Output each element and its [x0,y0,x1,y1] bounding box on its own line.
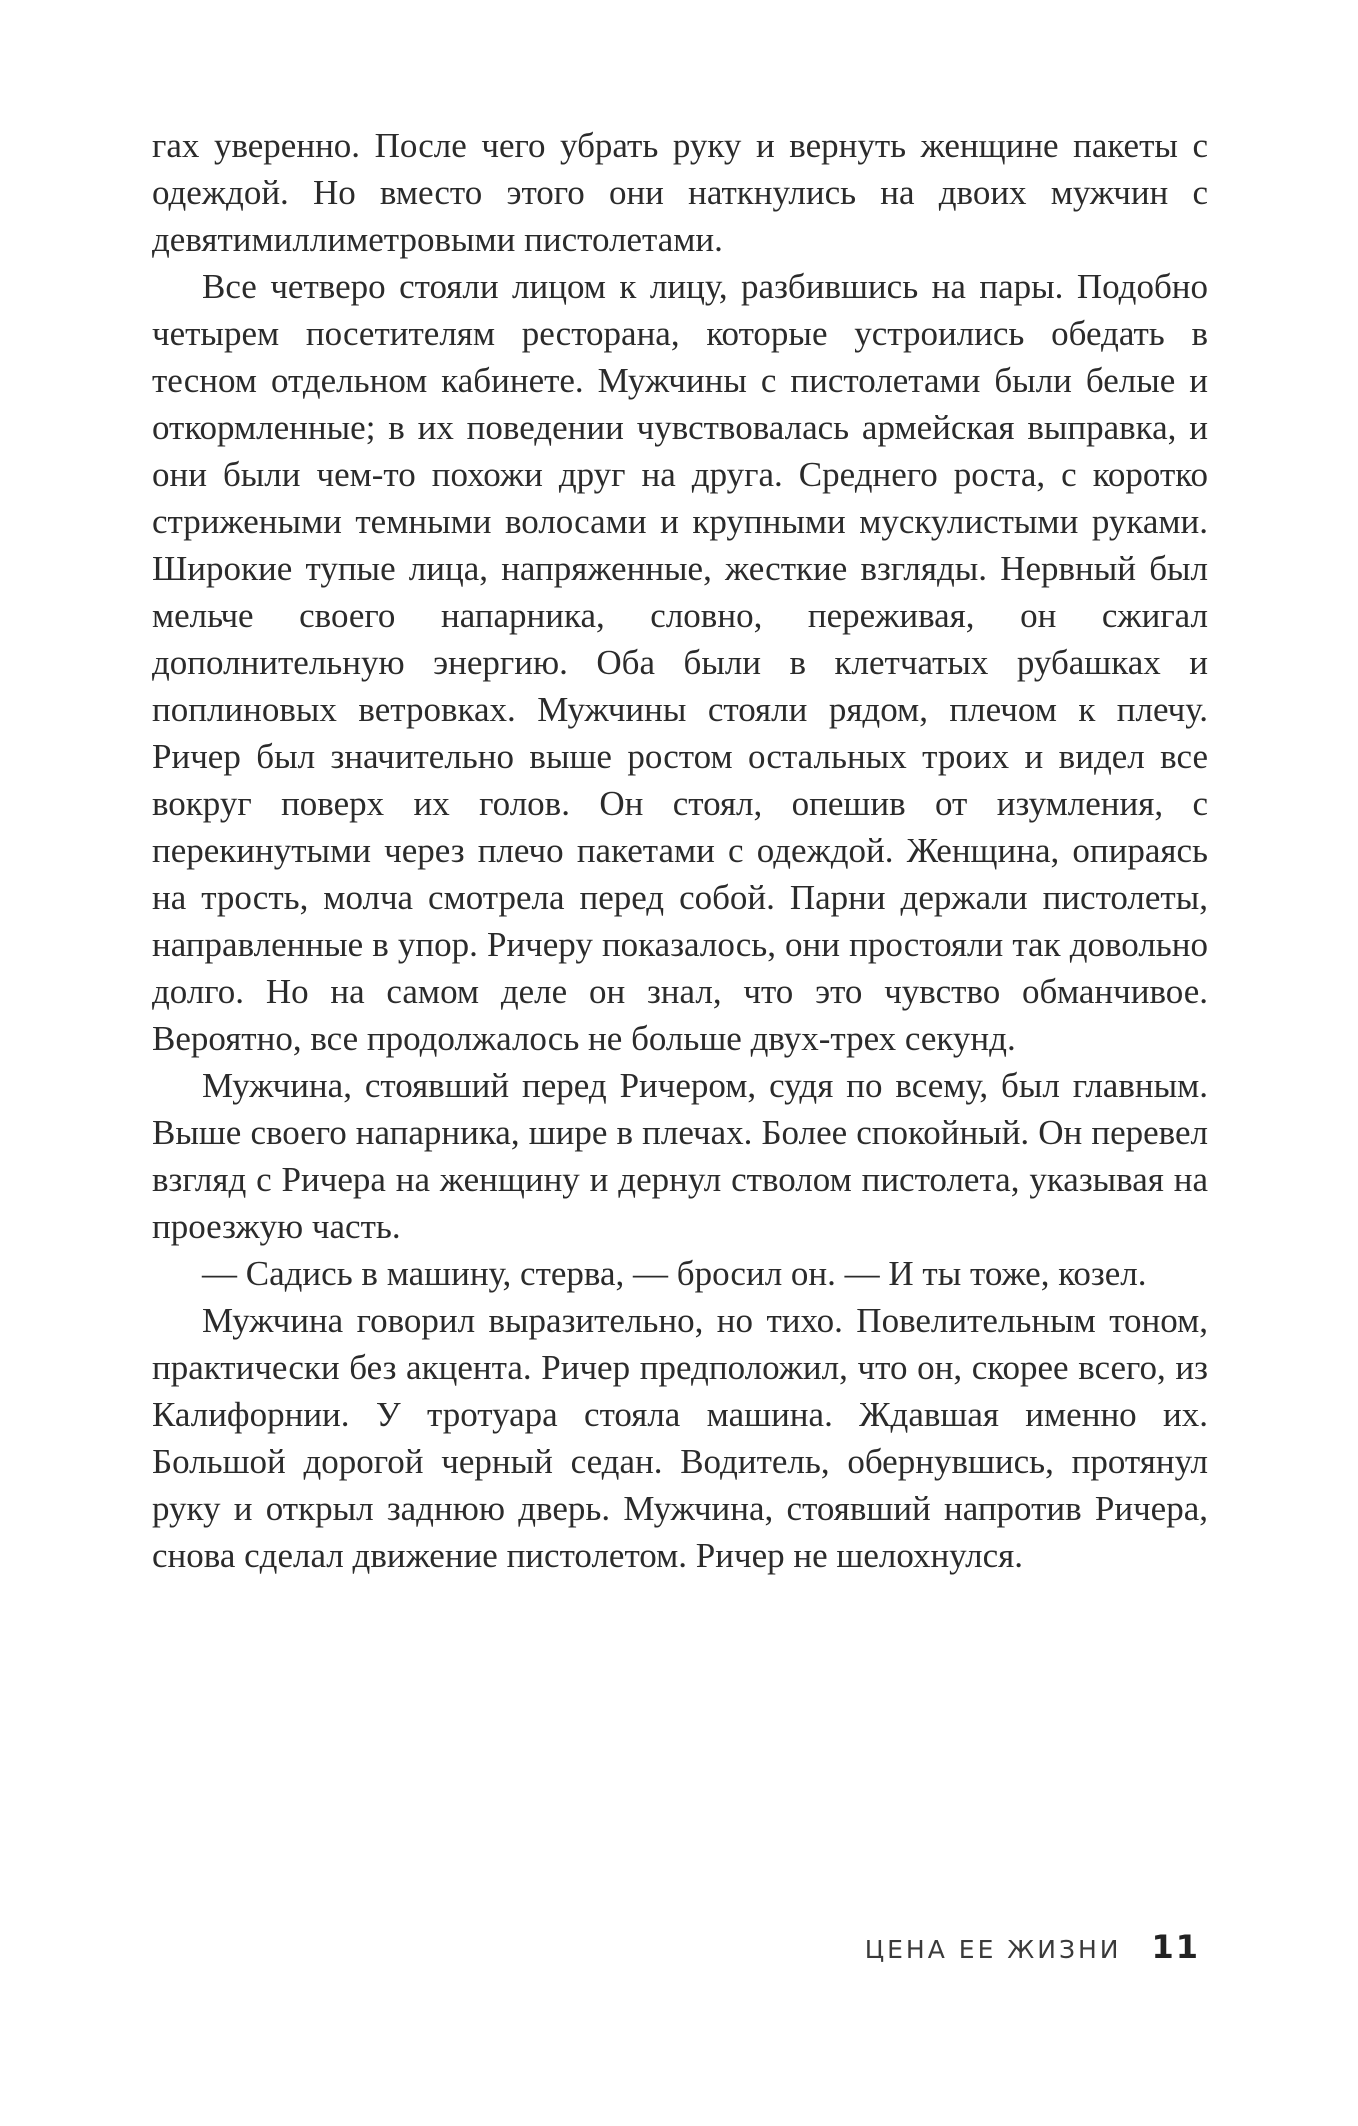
page-body [152,122,1208,1579]
paragraph-continued: гах уверенно. После чего убрать руку и вернуть женщине пакеты с одеждой. Но вместо этого они наткнулись на двоих мужчин с девятимиллиметровыми пистолетами. [152,126,1208,259]
paragraph: Мужчина говорил выразительно, но тихо. Повелительным тоном, практически без акцента. Ричер предположил, что он, скорее всего, из Калифорнии. У тротуара стояла машина. Ждавшая именно их. Большой дорогой черный седан. Водитель, обернувшись, протянул руку и открыл заднюю дверь. Мужчина, стоявший напротив Ричера, снова сделал движение пистолетом. Ричер не шелохнулся. [152,1301,1208,1575]
dialogue-paragraph: — Садись в машину, стерва, — бросил он. — И ты тоже, козел. [202,1254,1147,1293]
running-title: ЦЕНА ЕЕ ЖИЗНИ [864,1935,1122,1964]
page-number: 11 [1151,1928,1200,1966]
paragraph: Все четверо стояли лицом к лицу, разбившись на пары. Подобно четырем посетителям ресторана, которые устроились обедать в тесном отдельном кабинете. Мужчины с пистолетами были белые и откормленные; в их поведении чувствовалась армейская выправка, и они были чем-то похожи друг на друга. Среднего роста, с коротко стрижеными темными волосами и крупными мускулистыми руками. Широкие тупые лица, напряженные, жесткие взгляды. Нервный был мельче своего напарника, словно, переживая, он сжигал дополнительную энергию. Оба были в клетчатых рубашках и поплиновых ветровках. Мужчины стояли рядом, плечом к плечу. Ричер был значительно выше ростом остальных троих и видел все вокруг поверх их голов. Он стоял, опешив от изумления, с перекинутыми через плечо пакетами с одеждой. Женщина, опираясь на трость, молча смотрела перед собой. Парни держали пистолеты, направленные в упор. Ричеру показалось, они простояли так довольно долго. Но на самом деле он знал, что это чувство обманчивое. Вероятно, все продолжалось не больше двух-трех секунд. [152,267,1208,1058]
paragraph: Мужчина, стоявший перед Ричером, судя по всему, был главным. Выше своего напарника, шире в плечах. Более спокойный. Он перевел взгляд с Ричера на женщину и дернул стволом пистолета, указывая на проезжую часть. [152,1066,1208,1246]
page-footer [865,1928,1200,1966]
